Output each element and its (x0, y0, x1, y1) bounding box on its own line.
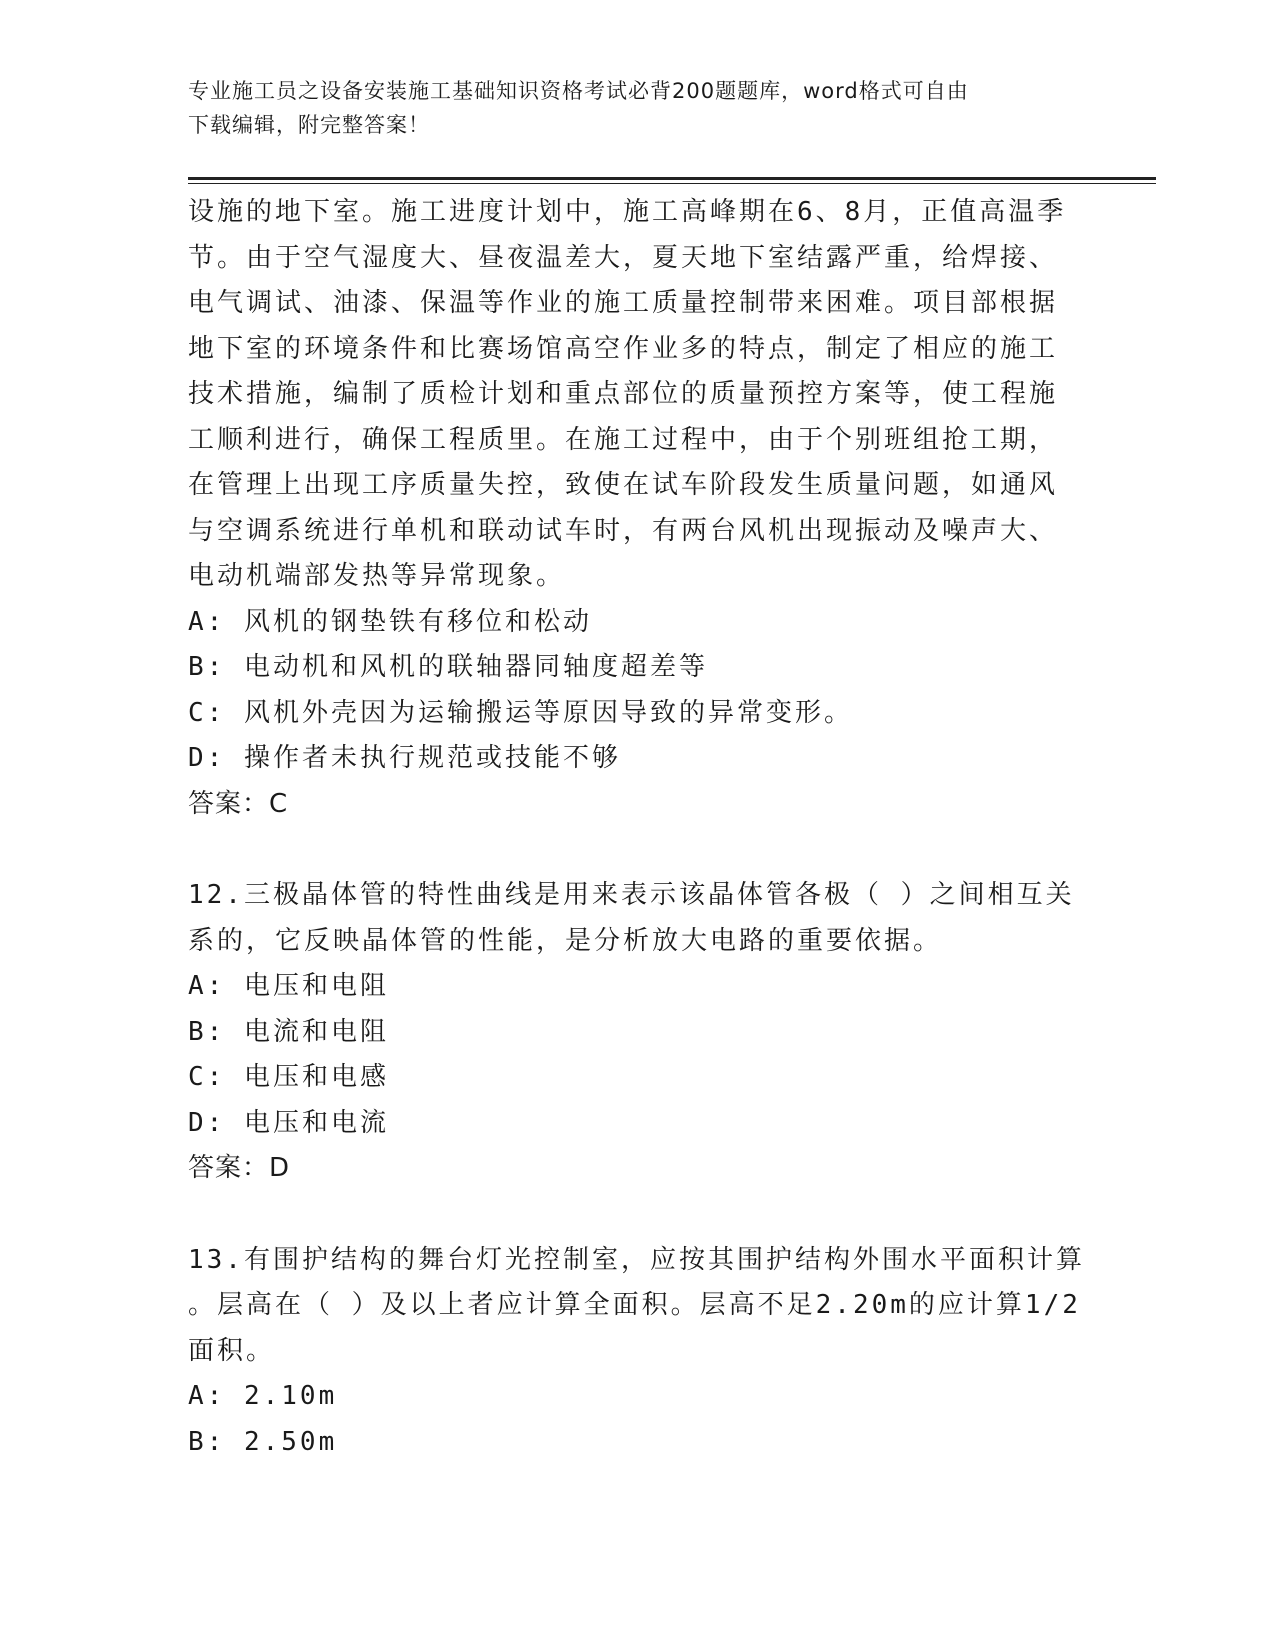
document-page (188, 0, 1158, 1650)
answer-line: 答案：D (188, 1153, 291, 1183)
option-c: C: 风机外壳因为运输搬运等原因导致的异常变形。 (188, 697, 853, 728)
header-divider-thin (188, 183, 1156, 184)
option-c: C: 电压和电感 (188, 1062, 389, 1092)
header-divider-thick (188, 177, 1156, 180)
question-spacer (188, 1192, 1088, 1238)
question-13 (188, 1238, 1088, 1466)
question-stem-line: 地下室的环境条件和比赛场馆高空作业多的特点，制定了相应的施工 (188, 333, 1059, 364)
question-spacer (188, 827, 1088, 873)
question-stem-line: 技术措施，编制了质检计划和重点部位的质量预控方案等，使工程施 (188, 379, 1059, 409)
question-stem-line: 电气调试、油漆、保温等作业的施工质量控制带来困难。项目部根据 (188, 288, 1059, 318)
question-stem-line: 设施的地下室。施工进度计划中，施工高峰期在6、8月，正值高温季 (188, 197, 1067, 227)
header-line-2: 下载编辑，附完整答案！ (188, 113, 430, 137)
option-b: B: 电流和电阻 (188, 1016, 389, 1047)
question-content (188, 190, 1088, 1465)
option-b: B: 2.50m (188, 1426, 338, 1457)
question-stem-line: 面积。 (188, 1335, 276, 1366)
option-d: D: 电压和电流 (188, 1107, 389, 1138)
question-stem-line: 工顺利进行，确保工程质里。在施工过程中，由于个别班组抢工期， (188, 424, 1059, 455)
option-a: A: 风机的钢垫铁有移位和松动 (188, 606, 592, 637)
option-d: D: 操作者未执行规范或技能不够 (188, 743, 621, 773)
question-stem-line: 系的，它反映晶体管的性能，是分析放大电路的重要依据。 (188, 925, 943, 956)
question-stem-line: 。层高在（ ）及以上者应计算全面积。层高不足2.20m的应计算1/2 (188, 1290, 1081, 1320)
question-11 (188, 190, 1088, 827)
question-stem-line: 与空调系统进行单机和联动试车时，有两台风机出现振动及噪声大、 (188, 515, 1059, 546)
option-a: A: 2.10m (188, 1381, 338, 1411)
question-stem-line: 12.三极晶体管的特性曲线是用来表示该晶体管各极（ ）之间相互关 (188, 880, 1075, 910)
question-12 (188, 873, 1088, 1192)
question-stem-line: 13.有围护结构的舞台灯光控制室，应按其围护结构外围水平面积计算 (188, 1244, 1085, 1275)
header-line-1: 专业施工员之设备安装施工基础知识资格考试必背200题题库，word格式可自由 (188, 79, 969, 103)
page-header (188, 74, 1068, 142)
answer-line: 答案：C (188, 788, 289, 819)
option-b: B: 电动机和风机的联轴器同轴度超差等 (188, 652, 708, 682)
question-stem-line: 节。由于空气湿度大、昼夜温差大，夏天地下室结露严重，给焊接、 (188, 242, 1059, 273)
question-stem-line: 在管理上出现工序质量失控，致使在试车阶段发生质量问题，如通风 (188, 470, 1059, 500)
question-stem-line: 电动机端部发热等异常现象。 (188, 561, 566, 591)
option-a: A: 电压和电阻 (188, 971, 389, 1001)
